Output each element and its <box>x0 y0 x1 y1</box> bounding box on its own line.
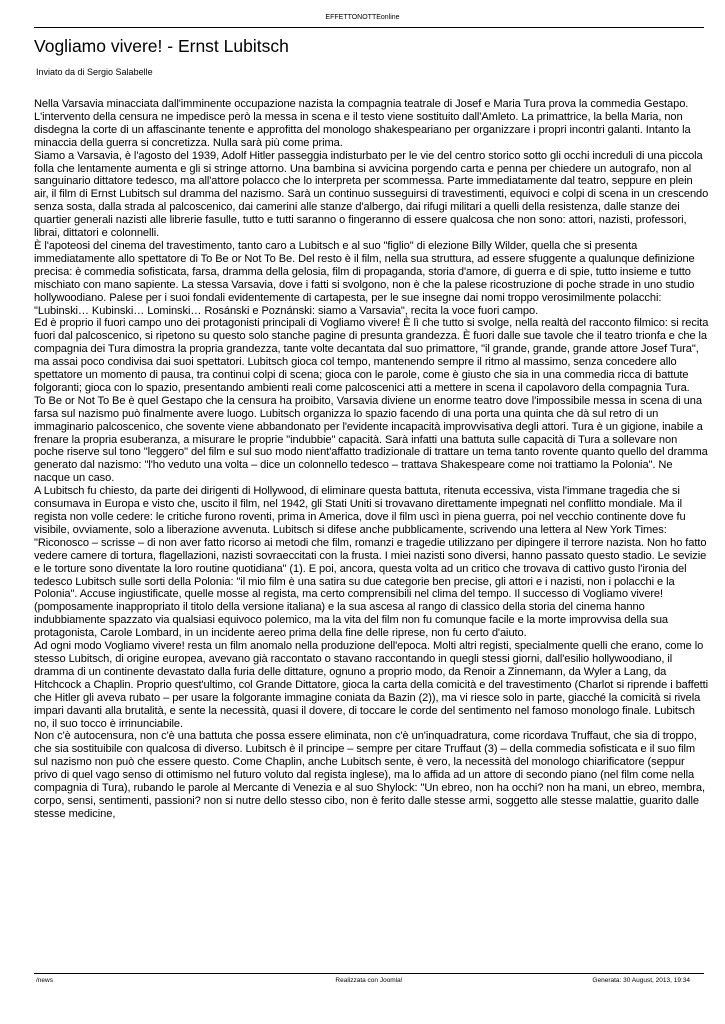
article-byline: Inviato da di Sergio Salabelle <box>36 67 153 77</box>
article-paragraph: Non c'è autocensura, non c'è una battuta che possa essere eliminata, non c'è un'inquadratura, come ricordava Truffaut, che sia di troppo, che sia sostituibile con qualcosa di diverso. Lubitsch è il principe – sempre per citare Truffaut (3) – della commedia sofisticata e il suo film sul nazismo non può che essere questo. Come Chaplin, anche Lubitsch sente, è vero, la necessità del monologo chiarificatore (seppur privo di quel vago senso di ottimismo nel futuro voluto dal regista inglese), ma lo affida ad un attore di secondo piano (nel film come nella compagnia di Tura), rubando le parole al Mercante di Venezia e al suo Shylock: "Un ebreo, non ha occhi? non ha mani, un ebreo, membra, corpo, sensi, sentimenti, passioni? non si nutre dello stesso cibo, non è ferito dalle stesse armi, soggetto alle stesse malattie, guarito dalle stesse medicine, <box>34 730 705 820</box>
footer-generated: Generata: 30 August, 2013, 19:34 <box>592 977 690 984</box>
page-footer <box>34 977 704 986</box>
article-body <box>34 98 709 821</box>
article-paragraph: Ed è proprio il fuori campo uno dei protagonisti principali di Vogliamo vivere! È lì che tutto si svolge, nella realtà del racconto filmico: si recita fuori dal palcoscenico, si ripetono su questo solo stanche pagine di presunta grandezza. È fuori dalle sue tavole che il teatro trionfa e che la compagnia dei Tura dimostra la propria grandezza, tante volte decantata dal suo primattore, "il grande, grande, grande attore Josef Tura", ma assai poco condivisa dai suoi spettatori. Lubitsch gioca col tempo, mantenendo sempre il ritmo al massimo, senza concedere allo spettatore un momento di pausa, tra continui colpi di scena; gioca con le parole, come è giusto che sia in una commedia ricca di battute folgoranti; gioca con lo spazio, presentando ambienti reali come palcoscenici atti a mettere in scena il capolavoro della compagnia Tura. <box>34 317 709 394</box>
article-paragraph: Siamo a Varsavia, è l'agosto del 1939, Adolf Hitler passeggia indisturbato per le vie del centro storico sotto gli occhi increduli di una piccola folla che lentamente aumenta e gli si stringe attorno. Una bambina si avvicina porgendo carta e penna per chiedere un autografo, non al sanguinario dittatore tedesco, ma all'attore polacco che lo interpreta per scommessa. Parte immediatamente dal teatro, seppure en plein air, il film di Ernst Lubitsch sul dramma del nazismo. Sarà un continuo susseguirsi di travestimenti, equivoci e colpi di scena in un crescendo senza sosta, dalla strada al palcoscenico, dai camerini alle stanze d'albergo, dai rifugi militari a quelli della resistenza, dalle stanze dei quartier generali nazisti alle librerie fasulle, tutto e tutti saranno o fingeranno di essere qualcosa che non sono: attori, nazisti, professori, librai, dittatori e colonnelli. <box>34 149 709 240</box>
site-name: EFFETTONOTTEonline <box>325 14 400 21</box>
article-paragraph: Nella Varsavia minacciata dall'imminente occupazione nazista la compagnia teatrale di Josef e Maria Tura prova la commedia Gestapo. L'intervento della censura ne impedisce però la messa in scena e il testo viene sostituito dall'Amleto. La primattrice, la bella Maria, non disdegna la corte di un affascinante tenente e approfitta del monologo shakespeariano per organizzare i propri incontri galanti. Intanto la minaccia della guerra si concretizza. Nulla sarà più come prima. <box>34 98 691 149</box>
site-header <box>0 14 725 22</box>
footer-path: /news <box>36 977 53 984</box>
footer-credit: Realizzata con Joomla! <box>335 977 403 984</box>
footer-divider <box>34 973 704 974</box>
header-divider <box>34 27 704 28</box>
article-paragraph: È l'apoteosi del cinema del travestimento, tanto caro a Lubitsch e al suo "figlio" di elezione Billy Wilder, quella che si presenta immediatamente allo spettatore di To Be or Not To Be. Del resto è il film, nella sua struttura, ad essere sfuggente a qualunque definizione precisa: è commedia sofisticata, farsa, dramma della gelosia, film di propaganda, storia d'amore, di guerra e di spie, tutto insieme e tutto mischiato con mano sapiente. La stessa Varsavia, dove i fatti si svolgono, non è che la palese ricostruzione di poche strade in uno studio hollywoodiano. Palese per i suoi fondali evidentemente di cartapesta, per le sue insegne dai nomi troppo verosimilmente polacchi: "Lubinski… Kubinski… Lominski… Rosánski e Poznánski: siamo a Varsavia", recita la voce fuori campo. <box>34 239 695 317</box>
article-paragraph: To Be or Not To Be è quel Gestapo che la censura ha proibito, Varsavia diviene un enorme teatro dove l'impossibile messa in scena di una farsa sul nazismo può finalmente avere luogo. Lubitsch organizza lo spazio facendo di una porta una quinta che dà sul retro di un immaginario palcoscenico, che sovente viene abbandonato per l'evidente incapacità improvvisativa degli attori. Tura è un gigione, inabile a frenare la propria esuberanza, a misurare le proprie "indubbie" capacità. Sarà infatti una battuta sulle capacità di Tura a sollevare non poche riserve sul tono "leggero" del film e sul suo modo nient'affatto tradizionale di trattare un tema tanto rovente quanto quello del dramma generato dal nazismo: "l'ho veduto una volta – dice un colonnello tedesco – trattava Shakespeare come noi trattiamo la Polonia". Ne nacque un caso. <box>34 394 708 485</box>
article-paragraph: A Lubitsch fu chiesto, da parte dei dirigenti di Hollywood, di eliminare questa battuta, ritenuta eccessiva, vista l'immane tragedia che si consumava in Europa e visto che, uscito il film, nel 1942, gli Stati Uniti si trovavano direttamente impegnati nel conflitto mondiale. Ma il regista non volle cedere: le critiche furono roventi, prima in America, dove il film uscì in piena guerra, poi nel vecchio continente dove fu visibile, ovviamente, solo a liberazione avvenuta. Lubitsch si difese anche pubblicamente, scrivendo una lettera al New York Times: "Riconosco – scrisse – di non aver fatto ricorso ai metodi che film, romanzi e tragedie utilizzano per dipingere il terrore nazista. Non ho fatto vedere camere di tortura, flagellazioni, nazisti sovraeccitati con la frusta. I miei nazisti sono diversi, hanno passato questo stadio. Le sevizie e le torture sono diventate la loro routine quotidiana" (1). E poi, ancora, questa volta ad un critico che trovava di cattivo gusto l'ironia del tedesco Lubitsch sulle sorti della Polonia: "il mio film è una satira su due categorie ben precise, gli attori e i nazisti, non i polacchi e la Polonia". Accuse ingiustificate, quelle mosse al regista, ma certo comprensibili nel clima del tempo. Il successo di Vogliamo vivere! (pomposamente inappropriato il titolo della versione italiana) e la sua ascesa al rango di classico della storia del cinema hanno indubbiamente spazzato via qualsiasi equivoco polemico, ma la vita del film non fu comunque facile e la morte improvvisa della sua protagonista, Carole Lombard, in un incidente aereo prima della fine delle riprese, non fu certo d'aiuto. <box>34 485 707 640</box>
article-paragraph: Ad ogni modo Vogliamo vivere! resta un film anomalo nella produzione dell'epoca. Molti altri registi, specialmente quelli che erano, come lo stesso Lubitsch, di origine europea, avevano già raccontato o stavano raccontando in quegli stessi giorni, dall'esilio hollywoodiano, il dramma di un continente devastato dalla furia delle dittature, ognuno a proprio modo, da Renoir a Zinnemann, da Wyler a Lang, da Hitchcock a Chaplin. Proprio quest'ultimo, col Grande Dittatore, gioca la carta della comicità e del travestimento (Charlot si riprende i baffetti che Hitler gli aveva rubato – per usare la folgorante immagine coniata da Bazin (2)), ma vi riesce solo in parte, giacché la comicità si rivela impari davanti alla brutalità, e sente la necessità, quasi il dovere, di toccare le corde del sentimento nel famoso monologo finale. Lubitsch no, il suo tocco è irrinunciabile. <box>34 640 709 730</box>
article-title: Vogliamo vivere! - Ernst Lubitsch <box>34 36 289 56</box>
